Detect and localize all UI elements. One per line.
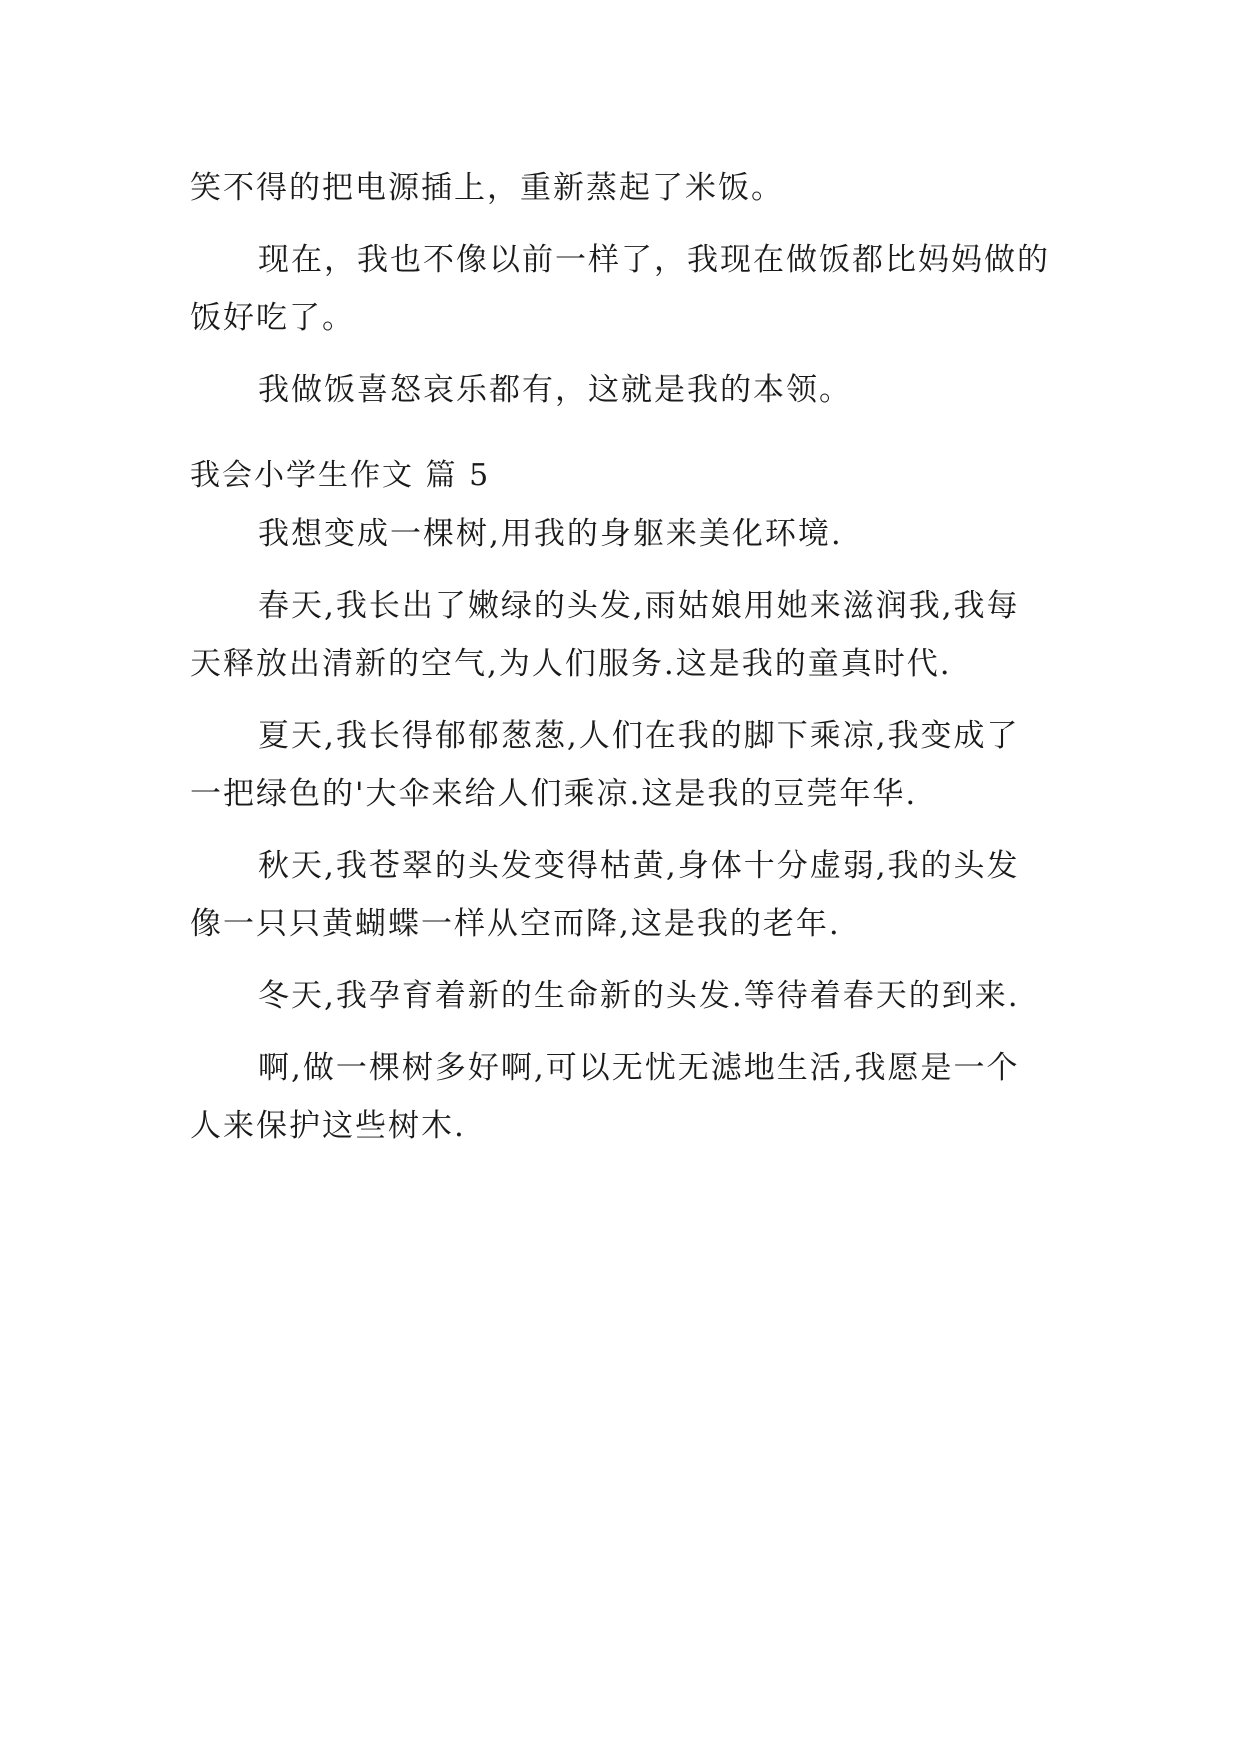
paragraph-line: 饭好吃了。 xyxy=(190,300,355,336)
paragraph-line: 现在，我也不像以前一样了，我现在做饭都比妈妈做的 xyxy=(258,242,1050,278)
paragraph-line: 啊,做一棵树多好啊,可以无忧无滤地生活,我愿是一个 xyxy=(258,1050,1020,1086)
section-title: 我会小学生作文 篇 5 xyxy=(190,458,491,493)
paragraph-line: 像一只只黄蝴蝶一样从空而降,这是我的老年. xyxy=(190,906,841,942)
paragraph-line: 冬天,我孕育着新的生命新的头发.等待着春天的到来. xyxy=(258,978,1020,1014)
paragraph-line: 夏天,我长得郁郁葱葱,人们在我的脚下乘凉,我变成了 xyxy=(258,718,1020,754)
paragraph-line: 人来保护这些树木. xyxy=(190,1108,466,1144)
paragraph-line: 一把绿色的'大伞来给人们乘凉.这是我的豆莞年华. xyxy=(190,776,918,812)
previous-essay-ending xyxy=(190,159,1070,419)
paragraph-line: 秋天,我苍翠的头发变得枯黄,身体十分虚弱,我的头发 xyxy=(258,848,1020,884)
paragraph-line: 春天,我长出了嫩绿的头发,雨姑娘用她来滋润我,我每 xyxy=(258,588,1020,624)
paragraph-line: 笑不得的把电源插上，重新蒸起了米饭。 xyxy=(190,170,784,206)
paragraph-line: 我想变成一棵树,用我的身躯来美化环境. xyxy=(258,516,843,552)
paragraph-line: 我做饭喜怒哀乐都有，这就是我的本领。 xyxy=(258,372,852,408)
paragraph-line: 天释放出清新的空气,为人们服务.这是我的童真时代. xyxy=(190,646,952,682)
essay-section-5 xyxy=(190,447,1070,1155)
